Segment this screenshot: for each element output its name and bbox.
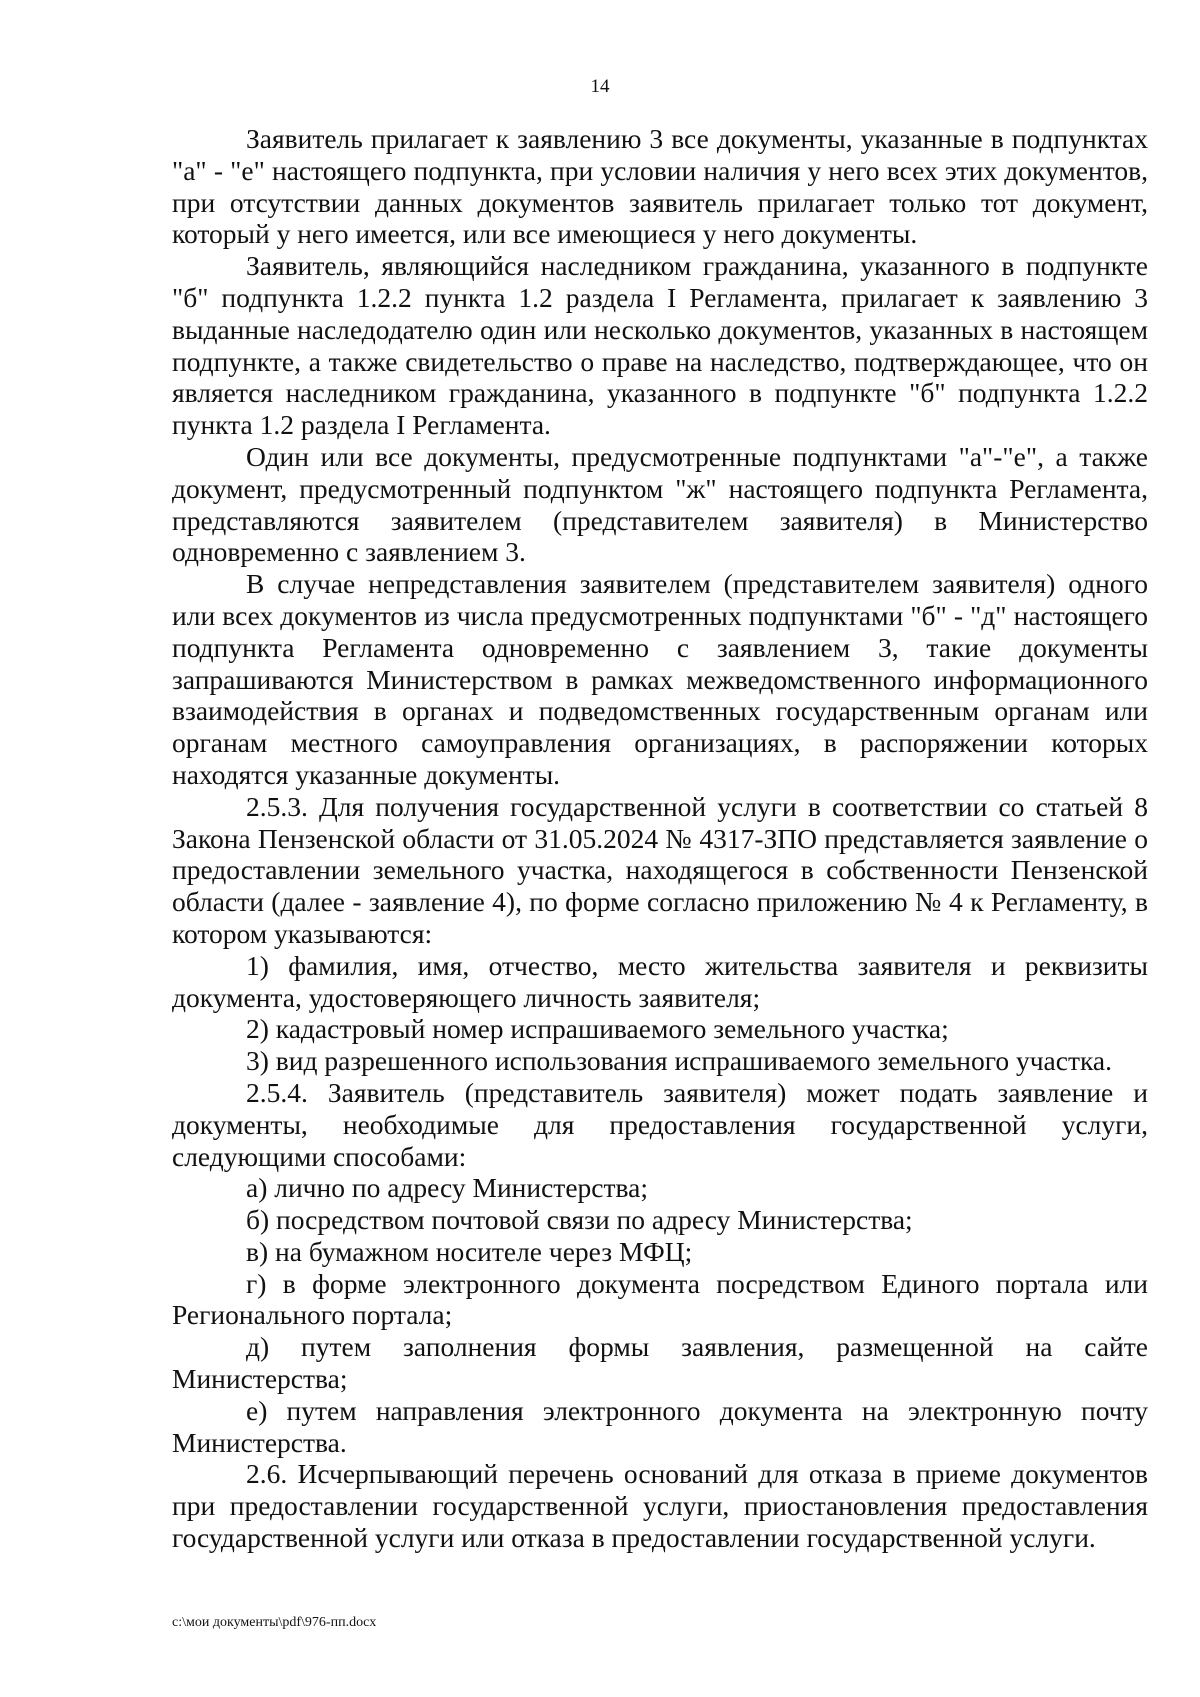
paragraph: 2.6. Исчерпывающий перечень оснований для отказа в приеме документов при предоставлении государственной услуги, приостановления предоставления государственной услуги или отказа в предоставлении государственной услуги. [172,1458,1148,1554]
list-item: 1) фамилия, имя, отчество, место жительства заявителя и реквизиты документа, удостоверяющего личность заявителя; [172,949,1148,1013]
paragraph: Один или все документы, предусмотренные подпунктами "а"-"е", а также документ, предусмотренный подпунктом "ж" настоящего подпункта Регламента, представляются заявителем (представителем заявителя) в Министерство одновременно с заявлением 3. [172,440,1148,568]
paragraph: В случае непредставления заявителем (представителем заявителя) одного или всех документов из числа предусмотренных подпунктами "б" - "д" настоящего подпункта Регламента одновременно с заявлением 3, такие документы запрашиваются Министерством в рамках межведомственного информационного взаимодействия в органах и подведомственных государственным органам или органам местного самоуправления организациях, в распоряжении которых находятся указанные документы. [172,568,1148,790]
list-item: 2) кадастровый номер испрашиваемого земельного участка; [246,1013,949,1045]
paragraph: Заявитель прилагает к заявлению 3 все документы, указанные в подпунктах "а" - "е" настоящего подпункта, при условии наличия у него всех этих документов, при отсутствии данных документов заявитель прилагает только тот документ, который у него имеется, или все имеющиеся у него документы. [172,123,1148,250]
paragraph: 2.5.3. Для получения государственной услуги в соответствии со статьей 8 Закона Пензенской области от 31.05.2024 № 4317-ЗПО представляется заявление о предоставлении земельного участка, находящегося в собственности Пензенской области (далее - заявление 4), по форме согласно приложению № 4 к Регламенту, в котором указываются: [172,790,1148,949]
list-item: г) в форме электронного документа посредством Единого портала или Регионального портала; [172,1267,1148,1331]
paragraph: Заявитель, являющийся наследником гражданина, указанного в подпункте "б" подпункта 1.2.2 пункта 1.2 раздела I Регламента, прилагает к заявлению 3 выданные наследодателю один или несколько документов, указанных в настоящем подпункте, а также свидетельство о праве на наследство, подтверждающее, что он является наследником гражданина, указанного в подпункте "б" подпункта 1.2.2 пункта 1.2 раздела I Регламента. [172,250,1148,441]
list-item: а) лично по адресу Министерства; [246,1172,648,1204]
list-item: 3) вид разрешенного использования испрашиваемого земельного участка. [246,1045,1112,1077]
list-item: в) на бумажном носителе через МФЦ; [246,1235,693,1267]
page-number: 14 [590,76,610,97]
document-body [172,123,1148,1554]
list-item: е) путем направления электронного документа на электронную почту Министерства. [172,1394,1148,1458]
paragraph: 2.5.4. Заявитель (представитель заявителя) может подать заявление и документы, необходимые для предоставления государственной услуги, следующими способами: [172,1076,1148,1172]
list-item: б) посредством почтовой связи по адресу Министерства; [246,1204,913,1236]
footer-file-path: c:\мои документы\pdf\976-пп.docx [172,1615,377,1630]
list-item: д) путем заполнения формы заявления, размещенной на сайте Министерства; [172,1331,1148,1395]
